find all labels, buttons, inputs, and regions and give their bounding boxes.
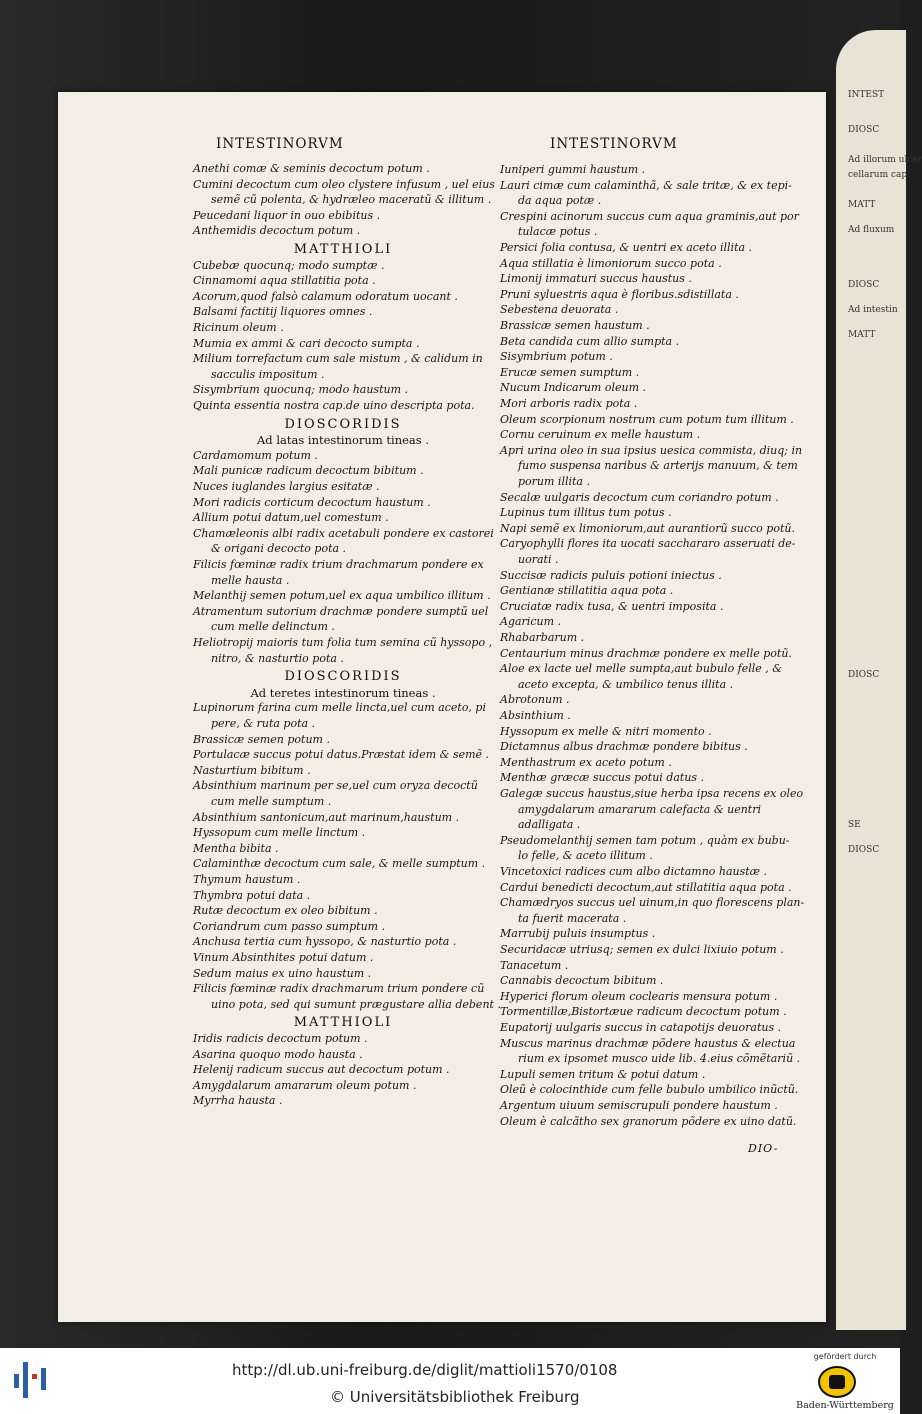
text-line: Thymum haustum . <box>193 873 301 886</box>
text-line: Anethi comæ & seminis decoctum potum . <box>193 162 430 175</box>
text-line: Atramentum sutorium drachmæ pondere sumptũ uel <box>193 604 489 618</box>
page-url-link[interactable]: http://dl.ub.uni-freiburg.de/diglit/mattioli1570/0108 <box>232 1361 618 1379</box>
section-heading: MATTHIOLI <box>293 1015 393 1031</box>
text-line: Absinthium santonicum,aut marinum,haustum . <box>193 810 460 824</box>
text-line: Marrubij puluis insumptus . <box>500 927 656 941</box>
text-line: adalligata . <box>518 818 581 832</box>
section-heading: DIOSCORIDIS <box>284 669 402 685</box>
text-line: Mumia ex ammi & cari decocto sumpta . <box>193 336 420 350</box>
text-line: Cardui benedicti decoctum,aut stillatitia aqua pota . <box>500 880 792 894</box>
text-line: Asarina quoquo modo hausta . <box>193 1047 363 1061</box>
facing-page-line: Ad intestin <box>848 305 898 315</box>
facing-page-line: Ad fluxum <box>848 225 895 235</box>
text-line: Cruciatæ radix tusa, & uentri imposita . <box>500 599 724 613</box>
text-line: Mori radicis corticum decoctum haustum . <box>193 495 431 509</box>
text-line: Chamædryos succus uel uinum,in quo florescens plan- <box>500 896 805 910</box>
text-line: Eupatorij uulgaris succus in catapotijs deuoratus . <box>500 1021 782 1034</box>
section-heading: MATTHIOLI <box>293 242 393 257</box>
text-line: Menthastrum ex aceto potum . <box>500 755 672 769</box>
text-line: Myrrha hausta . <box>193 1094 283 1108</box>
running-head-left: INTESTINORVM <box>216 136 344 152</box>
text-line: Quinta essentia nostra cap.de uino descripta pota. <box>193 399 475 412</box>
text-line: Argentum uiuum semiscrupuli pondere haustum . <box>500 1099 778 1112</box>
running-head-right: INTESTINORVM <box>550 136 678 152</box>
text-line: melle hausta . <box>211 573 290 587</box>
text-line: Sisymbrium potum . <box>500 350 613 364</box>
text-line: Lupuli semen tritum & potui datum . <box>500 1067 706 1081</box>
text-line: Peucedani liquor in ouo ebibitus . <box>193 208 381 222</box>
text-line: Apri urina oleo in sua ipsius uesica commista, diuq; in <box>500 443 803 457</box>
section-subheading: Ad teretes intestinorum tineas . <box>250 685 436 700</box>
text-line: Mori arboris radix pota . <box>500 397 638 410</box>
facing-page-line: Ad illorum ulcer <box>848 155 922 165</box>
text-line: Succisæ radicis puluis potioni iniectus . <box>500 568 722 582</box>
text-line: Filicis fœminæ radix trium drachmarum pondere ex <box>193 558 484 571</box>
text-line: Cornu ceruinum ex melle haustum . <box>500 428 701 442</box>
text-line: Crespini acinorum succus cum aqua graminis,aut por <box>500 209 799 223</box>
facing-page-line: SE <box>848 820 861 830</box>
text-line: Persici folia contusa, & uentri ex aceto illita . <box>500 241 753 254</box>
text-line: da aqua potæ . <box>518 194 602 208</box>
library-logo-icon <box>14 1360 48 1400</box>
text-line: Galegæ succus haustus,siue herba ipsa recens ex oleo <box>500 787 804 800</box>
text-line: Lupinus tum illitus tum potus . <box>500 506 672 520</box>
text-line: uorati . <box>518 553 559 566</box>
text-line: tulacæ potus . <box>518 225 598 239</box>
section-heading: DIOSCORIDIS <box>284 416 402 432</box>
text-line: sacculis impositum . <box>211 367 325 381</box>
text-line: Chamæleonis albi radix acetabuli pondere ex castorei <box>193 526 494 540</box>
text-line: Calaminthæ decoctum cum sale, & melle sumptum . <box>193 857 486 871</box>
text-line: Menthæ græcæ succus potui datus . <box>500 771 705 785</box>
text-line: Napi semẽ ex limoniorum,aut aurantiorũ succo potũ. <box>500 521 795 535</box>
state-crest-icon <box>818 1366 856 1398</box>
text-line: Milium torrefactum cum sale mistum , & calidum in <box>193 352 483 366</box>
text-line: Muscus marinus drachmæ põdere haustus & electua <box>500 1036 796 1050</box>
text-line: Acorum,quod falsò calamum odoratum uocant . <box>193 289 458 303</box>
text-line: Agaricum . <box>500 615 561 629</box>
text-line: Cardamomum potum . <box>193 448 318 462</box>
facing-page-line: DIOSC <box>848 280 880 290</box>
text-line: lo felle, & aceto illitum . <box>518 849 653 863</box>
text-line: porum illita . <box>518 475 590 488</box>
text-line: Oleum è calcãtho sex granorum põdere ex uino datũ. <box>500 1114 797 1128</box>
text-line: Sedum maius ex uino haustum . <box>193 966 372 980</box>
text-line: Nasturtium bibitum . <box>193 763 311 777</box>
text-line: Aqua stillatia è limoniorum succo pota . <box>500 256 722 270</box>
text-line: Sebestena deuorata . <box>500 303 619 317</box>
viewer-footer <box>0 1348 900 1414</box>
text-line: Oleũ è colocinthide cum felle bubulo umbilico inũctũ. <box>500 1083 799 1097</box>
text-line: Vincetoxici radices cum albo dictamno haustæ . <box>500 865 768 878</box>
text-line: amygdalarum amararum calefacta & uentri <box>518 802 761 816</box>
text-line: Allium potui datum,uel comestum . <box>193 511 389 525</box>
text-line: Cinnamomi aqua stillatitia pota . <box>193 274 376 288</box>
text-line: Nuces iuglandes largius esitatæ . <box>193 480 380 493</box>
text-line: Erucæ semen sumptum . <box>500 365 640 379</box>
text-line: Pseudomelanthij semen tam potum , quàm ex bubu- <box>500 833 790 847</box>
text-line: Sisymbrium quocunq; modo haustum . <box>193 383 409 397</box>
text-line: Nucum Indicarum oleum . <box>500 381 647 395</box>
facing-page <box>836 30 922 1330</box>
facing-page-line: INTEST <box>848 90 885 100</box>
text-line: Portulacæ succus potui datus.Præstat idem & semẽ . <box>193 748 490 762</box>
text-line: Tanacetum . <box>500 958 569 972</box>
text-line: uino pota, sed qui sumunt prægustare allia debent . <box>211 997 501 1011</box>
text-line: Lauri cimæ cum calaminthã, & sale tritæ, & ex tepi- <box>500 178 792 192</box>
text-line: rium ex ipsomet musco uide lib. 4.eius cõmẽtariũ . <box>518 1052 801 1066</box>
text-line: Secalæ uulgaris decoctum cum coriandro potum . <box>500 490 779 504</box>
text-line: Anchusa tertia cum hyssopo, & nasturtio pota . <box>193 935 457 949</box>
text-line: Dictamnus albus drachmæ pondere bibitus . <box>500 740 748 754</box>
text-line: Gentianæ stillatitia aqua pota . <box>500 584 674 598</box>
text-line: Iridis radicis decoctum potum . <box>193 1032 368 1045</box>
text-line: Cubebæ quocunq; modo sumptæ . <box>193 258 385 272</box>
text-line: Thymbra potui data . <box>193 888 311 902</box>
text-line: Hyssopum ex melle & nitri momento . <box>500 724 712 738</box>
facing-page-line: cellarum cap. <box>848 170 911 180</box>
text-line: Abrotonum . <box>500 693 570 707</box>
text-line: nitro, & nasturtio pota . <box>211 651 344 665</box>
text-line: fumo suspensa naribus & arterijs manuum, & tem <box>518 459 798 473</box>
text-line: Lupinorum farina cum melle lincta,uel cum aceto, pi <box>193 701 486 715</box>
text-line: Limonij immaturi succus haustus . <box>500 272 692 286</box>
facing-page-line: DIOSC <box>848 125 880 135</box>
text-line: Rutæ decoctum ex oleo bibitum . <box>193 904 378 918</box>
text-line: semẽ cũ polenta, & hydræleo maceratũ & illitum . <box>211 193 492 207</box>
text-line: Absinthium . <box>500 709 571 722</box>
facing-page-line: MATT <box>848 330 876 340</box>
text-line: Melanthij semen potum,uel ex aqua umbilico illitum . <box>193 589 491 603</box>
text-line: Hyssopum cum melle linctum . <box>193 826 366 840</box>
text-line: Brassicæ semen haustum . <box>500 319 650 332</box>
sponsor-name: Baden-Württemberg <box>796 1400 894 1411</box>
text-line: cum melle sumptum . <box>211 795 332 808</box>
text-line: Securidacæ utriusq; semen ex dulci lixiuio potum . <box>500 943 784 956</box>
text-line: Heliotropij maioris tum folia tum semina cũ hyssopo , <box>193 636 493 649</box>
text-line: aceto excepta, & umbilico tenus illita . <box>518 677 734 691</box>
text-line: cum melle delinctum . <box>211 620 335 634</box>
text-line: Amygdalarum amararum oleum potum . <box>193 1078 417 1092</box>
text-line: Absinthium marinum per se,uel cum oryza decoctũ <box>193 779 478 793</box>
text-line: Mentha bibita . <box>193 841 279 855</box>
text-line: Centaurium minus drachmæ pondere ex melle potũ. <box>500 646 792 660</box>
text-line: Mali punicæ radicum decoctum bibitum . <box>193 464 424 478</box>
text-line: ta fuerit macerata . <box>518 911 627 925</box>
text-line: Pruni syluestris aqua è floribus.sdistillata . <box>500 287 739 301</box>
text-line: Beta candida cum allio sumpta . <box>500 334 680 348</box>
facing-page-line: DIOSC <box>848 670 880 680</box>
text-line: Coriandrum cum passo sumptum . <box>193 919 386 933</box>
facing-page-line: DIOSC <box>848 845 880 855</box>
text-line: Hyperici florum oleum coclearis mensura potum . <box>500 989 778 1003</box>
copyright-notice: © Universitätsbibliothek Freiburg <box>330 1388 580 1406</box>
text-line: Oleum scorpionum nostrum cum potum tum illitum . <box>500 412 794 426</box>
text-line: Filicis fœminæ radix drachmarum trium pondere cũ <box>193 982 485 996</box>
text-line: Tormentillæ,Bistortæue radicum decoctum potum . <box>500 1005 787 1019</box>
text-line: Vinum Absinthites potui datum . <box>193 951 374 964</box>
text-line: Brassicæ semen potum . <box>193 732 330 746</box>
section-subheading: Ad latas intestinorum tineas . <box>257 433 429 448</box>
text-line: Caryophylli flores ita uocati sacchararo asseruati de- <box>500 537 796 551</box>
text-line: & origani decocto pota . <box>211 542 347 556</box>
text-line: Aloe ex lacte uel melle sumpta,aut bubulo felle , & <box>500 662 783 676</box>
text-line: Rhabarbarum . <box>500 631 585 644</box>
sponsor-label: gefördert durch <box>813 1352 877 1361</box>
text-line: Iuniperi gummi haustum . <box>500 163 646 176</box>
text-line: Cumini decoctum cum oleo clystere infusum , uel eius <box>193 177 495 191</box>
catchword: DIO- <box>748 1142 779 1155</box>
text-line: Cannabis decoctum bibitum . <box>500 974 664 988</box>
text-line: Ricinum oleum . <box>193 321 284 334</box>
text-line: Balsami factitij liquores omnes . <box>193 305 373 319</box>
facing-page-line: MATT <box>848 200 876 210</box>
text-line: Anthemidis decoctum potum . <box>193 224 361 238</box>
text-line: Helenij radicum succus aut decoctum potum . <box>193 1063 450 1077</box>
text-line: pere, & ruta pota . <box>211 717 316 730</box>
